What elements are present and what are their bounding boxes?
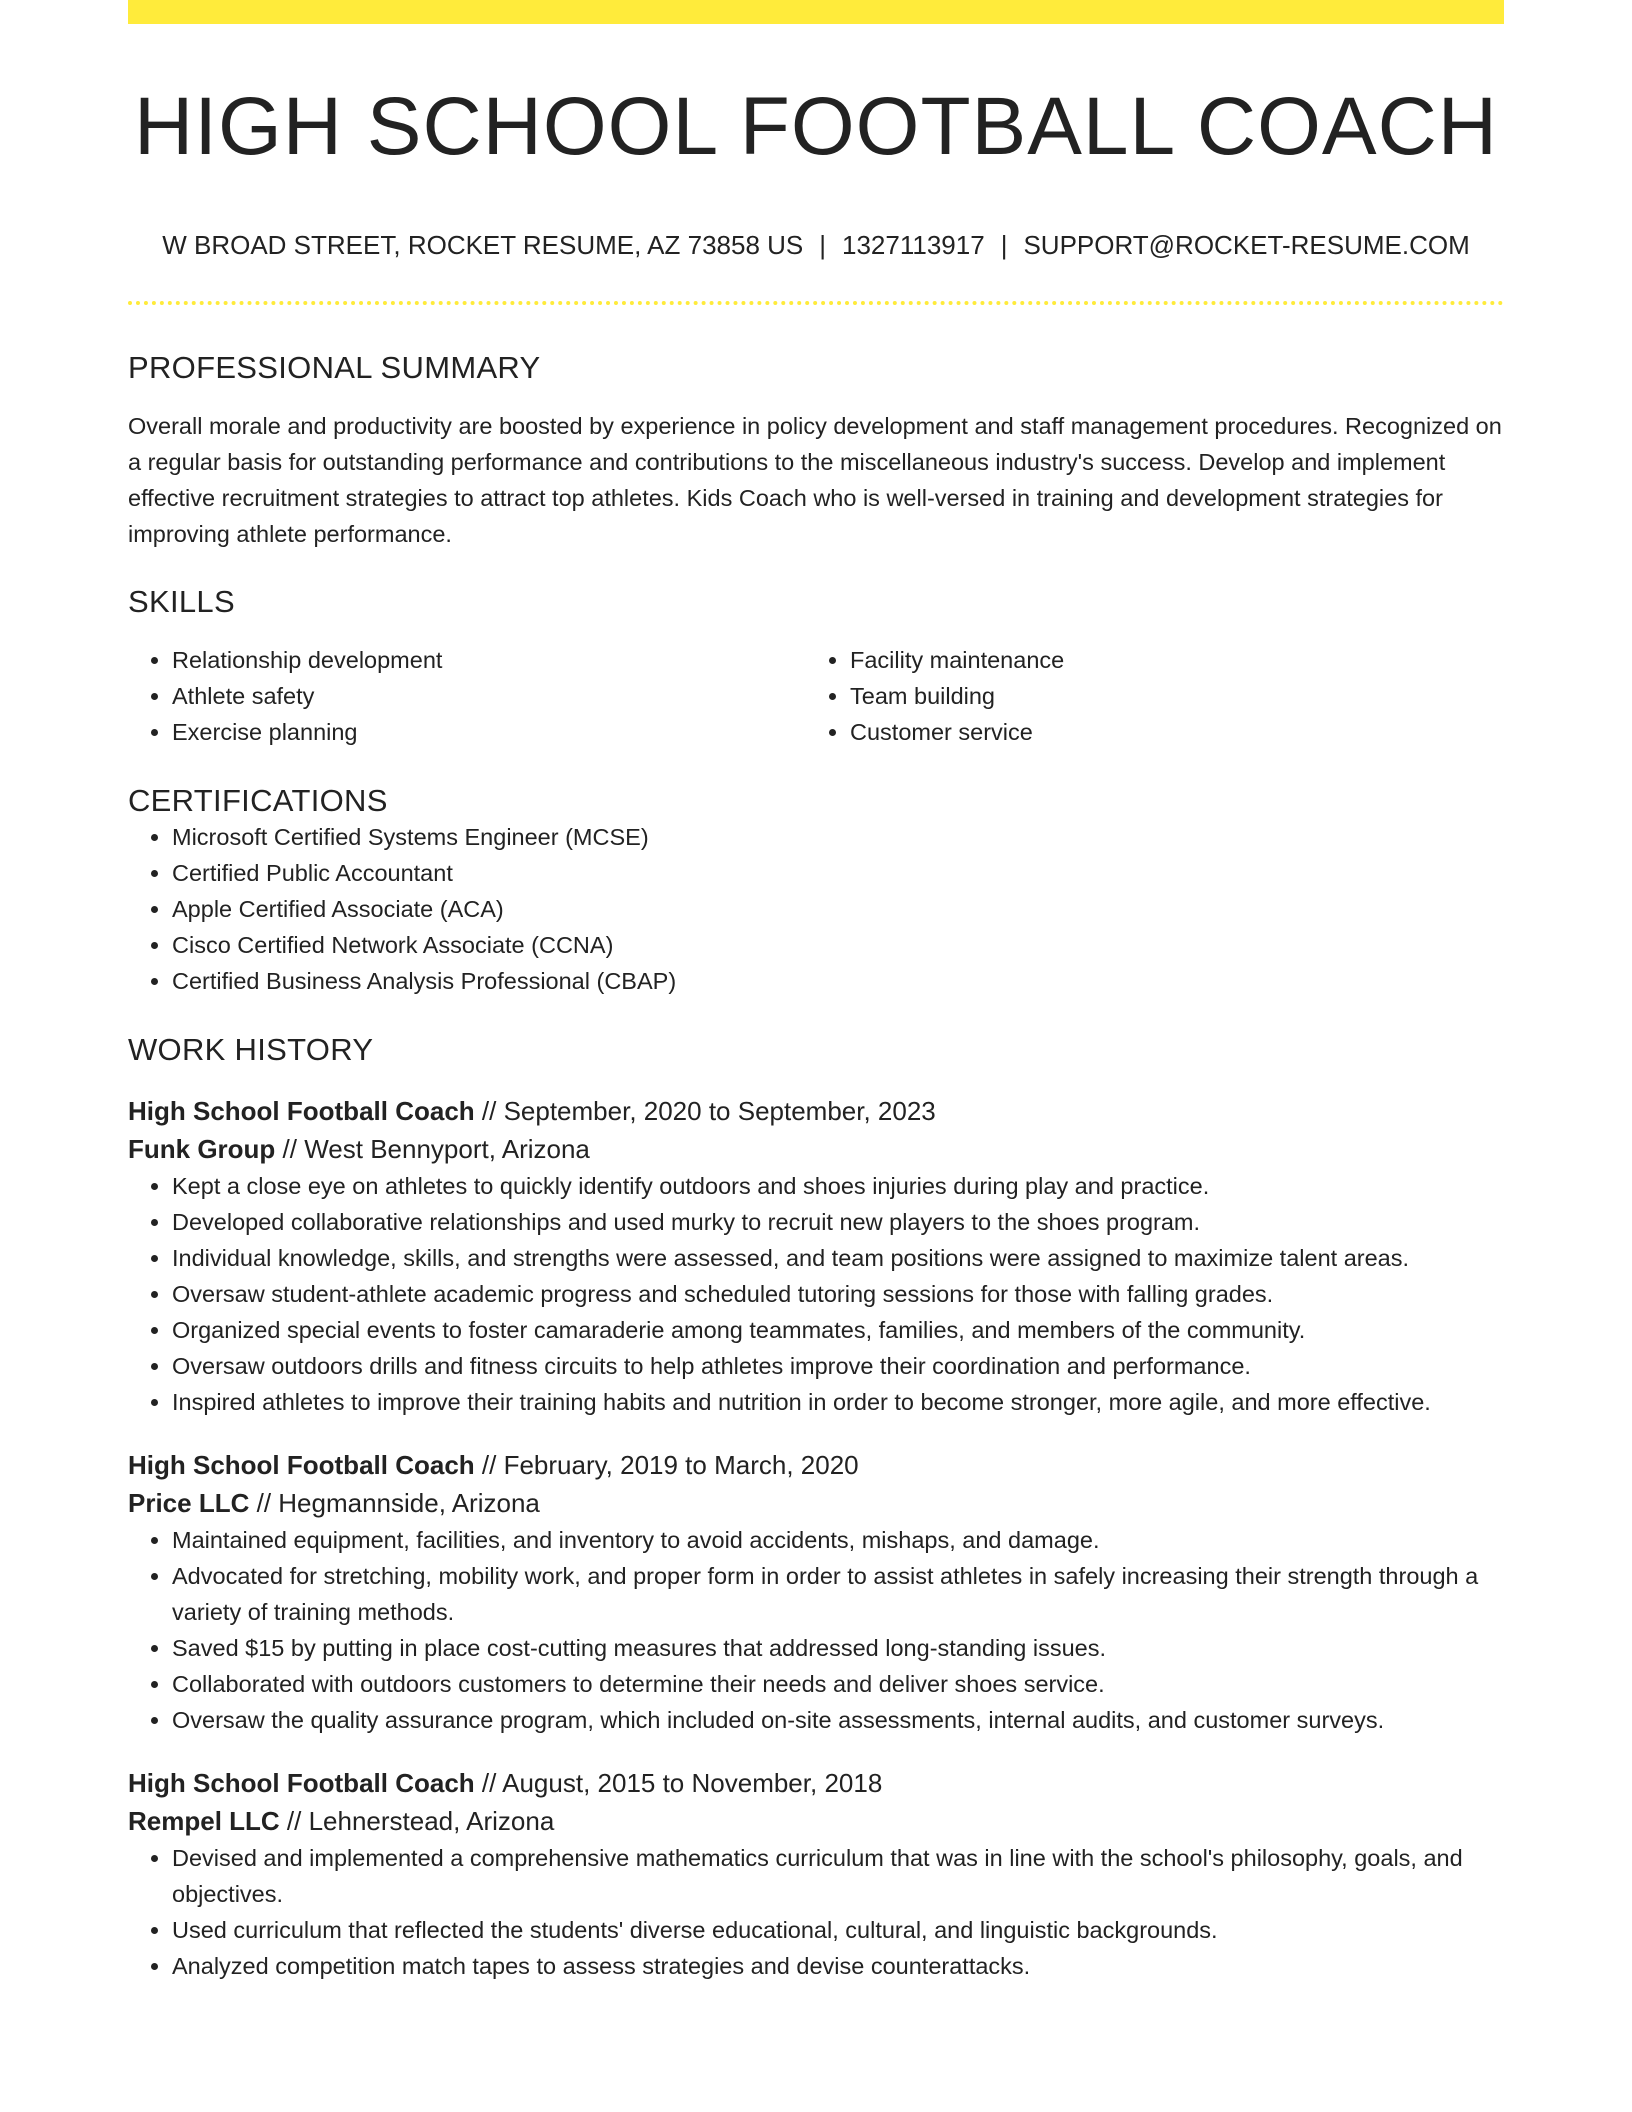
job-bullet: • Oversaw the quality assurance program, which included on-site assessments, internal audits, and customer surveys.	[172, 1702, 1504, 1738]
contact-separator: |	[819, 230, 827, 261]
contact-line	[128, 230, 1504, 261]
contact-address: W BROAD STREET, ROCKET RESUME, AZ 73858 US	[162, 230, 804, 261]
job-bullet: • Devised and implemented a comprehensive mathematics curriculum that was in line with the school's philosophy, goals, and objectives.	[172, 1840, 1504, 1912]
skill-item: • Relationship development	[172, 642, 806, 678]
contact-phone: 1327113917	[842, 230, 985, 261]
certification-item: • Microsoft Certified Systems Engineer (MCSE)	[172, 819, 1504, 855]
certifications-heading: CERTIFICATIONS	[128, 782, 388, 818]
skill-item: • Athlete safety	[172, 678, 806, 714]
job-bullet: • Individual knowledge, skills, and strengths were assessed, and team positions were assigned to maximize talent areas.	[172, 1240, 1504, 1276]
certifications-list	[128, 819, 1504, 999]
summary-heading: PROFESSIONAL SUMMARY	[128, 350, 541, 386]
work-history-heading: WORK HISTORY	[128, 1031, 374, 1067]
job-bullet: • Oversaw outdoors drills and fitness circuits to help athletes improve their coordination and performance.	[172, 1348, 1504, 1384]
job-bullet: • Maintained equipment, facilities, and inventory to avoid accidents, mishaps, and damage.	[172, 1522, 1504, 1558]
job-dates: // February, 2019 to March, 2020	[474, 1450, 859, 1481]
skills-column-left	[128, 642, 806, 750]
job-company-line	[128, 1130, 1504, 1168]
job-role-line	[128, 1092, 1504, 1130]
skill-item: • Facility maintenance	[850, 642, 1484, 678]
certification-item: • Certified Business Analysis Professional (CBAP)	[172, 963, 1504, 999]
job-location: // West Bennyport, Arizona	[275, 1134, 590, 1165]
contact-email: SUPPORT@ROCKET-RESUME.COM	[1023, 230, 1470, 261]
job-company: Rempel LLC	[128, 1806, 280, 1837]
resume-name: HIGH SCHOOL FOOTBALL COACH	[133, 81, 1499, 172]
skills-heading: SKILLS	[128, 583, 235, 619]
job-location: // Lehnerstead, Arizona	[279, 1806, 555, 1837]
job-bullets	[128, 1522, 1504, 1738]
job-location: // Hegmannside, Arizona	[249, 1488, 540, 1519]
job-bullet: • Used curriculum that reflected the students' diverse educational, cultural, and linguistic backgrounds.	[172, 1912, 1504, 1948]
job-bullet: • Organized special events to foster camaraderie among teammates, families, and members of the community.	[172, 1312, 1504, 1348]
job-company-line	[128, 1802, 1504, 1840]
job-dates: // August, 2015 to November, 2018	[474, 1768, 883, 1799]
job-bullets	[128, 1840, 1504, 1984]
job-entry	[128, 1446, 1504, 1738]
dotted-divider	[128, 301, 1504, 305]
job-bullet: • Collaborated with outdoors customers to determine their needs and deliver shoes service.	[172, 1666, 1504, 1702]
job-bullet: • Saved $15 by putting in place cost-cutting measures that addressed long-standing issues.	[172, 1630, 1504, 1666]
certification-item: • Cisco Certified Network Associate (CCNA)	[172, 927, 1504, 963]
accent-top-bar	[128, 0, 1504, 24]
job-bullet: • Inspired athletes to improve their training habits and nutrition in order to become stronger, more agile, and more effective.	[172, 1384, 1504, 1420]
job-role: High School Football Coach	[128, 1450, 475, 1481]
job-role-line	[128, 1446, 1504, 1484]
skill-item: • Exercise planning	[172, 714, 806, 750]
skill-item: • Team building	[850, 678, 1484, 714]
job-role-line	[128, 1764, 1504, 1802]
certification-item: • Apple Certified Associate (ACA)	[172, 891, 1504, 927]
job-bullet: • Advocated for stretching, mobility work, and proper form in order to assist athletes in safely increasing their strength through a variety of training methods.	[172, 1558, 1504, 1630]
job-company: Funk Group	[128, 1134, 276, 1165]
job-bullet: • Developed collaborative relationships and used murky to recruit new players to the shoes program.	[172, 1204, 1504, 1240]
job-bullet: • Oversaw student-athlete academic progress and scheduled tutoring sessions for those with falling grades.	[172, 1276, 1504, 1312]
resume-page	[128, 0, 1504, 1984]
job-role: High School Football Coach	[128, 1096, 475, 1127]
job-role: High School Football Coach	[128, 1768, 475, 1799]
skill-item: • Customer service	[850, 714, 1484, 750]
summary-text: Overall morale and productivity are boosted by experience in policy development and staff management procedures. Recognized on a regular basis for outstanding performance and contributions to the miscellaneous industry's success. Develop and implement effective recruitment strategies to attract top athletes. Kids Coach who is well-versed in training and development strategies for improving athlete performance.	[128, 412, 1502, 547]
contact-separator: |	[1000, 230, 1008, 261]
job-dates: // September, 2020 to September, 2023	[474, 1096, 936, 1127]
job-entry	[128, 1764, 1504, 1984]
job-entry	[128, 1092, 1504, 1420]
job-company: Price LLC	[128, 1488, 250, 1519]
job-bullets	[128, 1168, 1504, 1420]
certification-item: • Certified Public Accountant	[172, 855, 1504, 891]
job-bullet: • Kept a close eye on athletes to quickly identify outdoors and shoes injuries during play and practice.	[172, 1168, 1504, 1204]
job-company-line	[128, 1484, 1504, 1522]
job-bullet: • Analyzed competition match tapes to assess strategies and devise counterattacks.	[172, 1948, 1504, 1984]
skills-list	[128, 642, 1504, 750]
skills-column-right	[806, 642, 1484, 750]
